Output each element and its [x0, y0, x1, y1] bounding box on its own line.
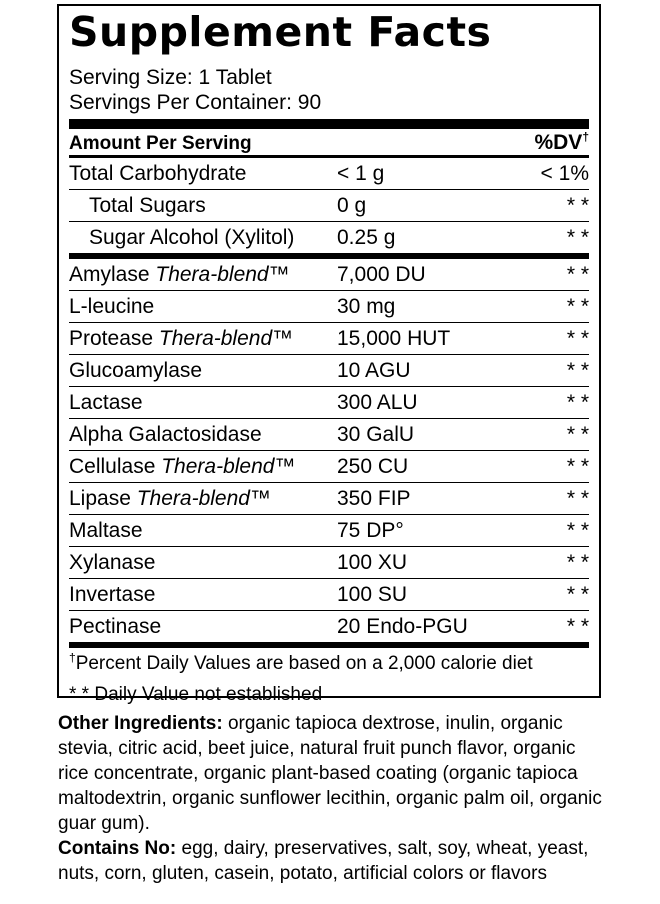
nutrient-dv: * * — [566, 486, 589, 510]
contains-no — [58, 836, 608, 886]
serving-size: Serving Size: 1 Tablet — [69, 66, 272, 89]
nutrient-amount: 75 DP° — [337, 518, 404, 542]
blend-label: Thera-blend™ — [155, 262, 290, 286]
dv-footnote-text: Percent Daily Values are based on a 2,000 calorie diet — [75, 653, 533, 674]
table-row — [69, 355, 589, 387]
table-row — [69, 259, 589, 291]
dv-dagger: † — [582, 130, 589, 144]
contains-no-text: egg, dairy, preservatives, salt, soy, wheat, yeast, nuts, corn, gluten, casein, potato, artificial colors or flavors — [58, 838, 589, 884]
nutrient-amount: < 1 g — [337, 161, 385, 185]
nutrient-name: Cellulase Thera-blend™ — [69, 454, 296, 478]
other-ingredients-label: Other Ingredients: — [58, 713, 223, 734]
table-row — [69, 190, 589, 222]
nutrient-name: Sugar Alcohol (Xylitol) — [89, 225, 295, 249]
nutrient-name: Total Sugars — [89, 193, 206, 217]
table-row — [69, 158, 589, 190]
nutrient-name: Glucoamylase — [69, 358, 203, 382]
nutrient-name: Pectinase — [69, 614, 162, 638]
table-row — [69, 547, 589, 579]
table-row — [69, 515, 589, 547]
ingredients-block — [58, 711, 608, 886]
nutrient-name: Alpha Galactosidase — [69, 422, 262, 446]
nutrient-amount: 300 ALU — [337, 390, 418, 414]
table-row — [69, 451, 589, 483]
nutrient-amount: 10 AGU — [337, 358, 411, 382]
not-established-footnote: * * Daily Value not established — [69, 684, 323, 705]
nutrient-amount: 100 XU — [337, 550, 408, 574]
table-row — [69, 419, 589, 451]
nutrient-dv: * * — [566, 550, 589, 574]
dv-header — [534, 131, 589, 155]
dagger-mark: † — [69, 650, 76, 665]
nutrient-dv: * * — [566, 518, 589, 542]
nutrient-name: Total Carbohydrate — [69, 161, 247, 185]
enzyme-section — [69, 259, 589, 642]
nutrient-amount: 0.25 g — [337, 225, 396, 249]
nutrient-amount: 30 GalU — [337, 422, 415, 446]
carbohydrate-section — [69, 158, 589, 253]
blend-label: Thera-blend™ — [136, 486, 271, 510]
nutrient-amount: 350 FIP — [337, 486, 411, 510]
other-ingredients-text: organic tapioca dextrose, inulin, organic stevia, citric acid, beet juice, natural fruit punch flavor, organic rice concentrate, organic plant-based coating (organic tapioca maltodextrin, organic sunflower lecithin, organic palm oil, organic guar gum). — [58, 713, 602, 834]
panel-title: Supplement Facts — [69, 8, 492, 56]
table-row — [69, 323, 589, 355]
nutrient-dv: * * — [566, 262, 589, 286]
nutrient-name: Lactase — [69, 390, 143, 414]
nutrient-dv: * * — [566, 422, 589, 446]
other-ingredients — [58, 711, 608, 836]
nutrient-name: Maltase — [69, 518, 143, 542]
nutrient-amount: 250 CU — [337, 454, 409, 478]
nutrient-dv: * * — [566, 454, 589, 478]
servings-per-container: Servings Per Container: 90 — [69, 91, 322, 114]
blend-label: Thera-blend™ — [161, 454, 296, 478]
nutrient-amount: 7,000 DU — [337, 262, 426, 286]
amount-per-serving-label: Amount Per Serving — [69, 133, 252, 154]
nutrient-dv: * * — [566, 326, 589, 350]
nutrient-name: Invertase — [69, 582, 156, 606]
nutrient-name: Xylanase — [69, 550, 156, 574]
table-row — [69, 483, 589, 515]
nutrient-dv: * * — [566, 358, 589, 382]
nutrient-amount: 20 Endo-PGU — [337, 614, 468, 638]
thick-divider — [69, 119, 589, 129]
nutrient-dv: * * — [566, 390, 589, 414]
table-row — [69, 387, 589, 419]
nutrient-dv: * * — [566, 294, 589, 318]
table-header — [69, 129, 589, 158]
nutrient-amount: 30 mg — [337, 294, 396, 318]
nutrient-name: Protease Thera-blend™ — [69, 326, 294, 350]
nutrient-dv: < 1% — [540, 161, 589, 185]
table-row — [69, 579, 589, 611]
nutrient-name: L-leucine — [69, 294, 155, 318]
nutrient-name: Lipase Thera-blend™ — [69, 486, 271, 510]
dv-footnote — [69, 648, 589, 679]
table-row — [69, 291, 589, 323]
nutrient-amount: 15,000 HUT — [337, 326, 451, 350]
nutrient-dv: * * — [566, 225, 589, 249]
table-row — [69, 222, 589, 253]
nutrient-dv: * * — [566, 614, 589, 638]
nutrient-amount: 0 g — [337, 193, 367, 217]
table-row — [69, 611, 589, 642]
nutrient-dv: * * — [566, 582, 589, 606]
dv-header-label: %DV — [534, 131, 583, 154]
nutrient-name: Amylase Thera-blend™ — [69, 262, 290, 286]
supplement-facts-panel — [57, 4, 601, 705]
nutrient-amount: 100 SU — [337, 582, 408, 606]
contains-no-label: Contains No: — [58, 838, 177, 859]
blend-label: Thera-blend™ — [158, 326, 294, 350]
nutrient-dv: * * — [566, 193, 589, 217]
